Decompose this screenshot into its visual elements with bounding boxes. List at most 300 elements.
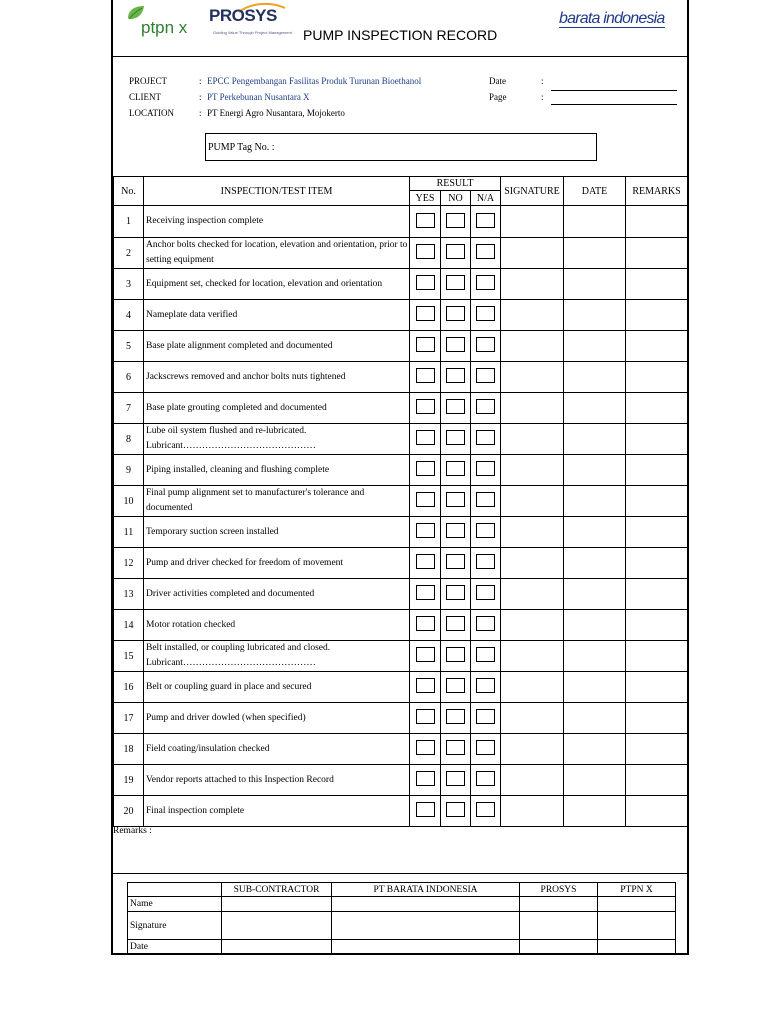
- signature-cell[interactable]: [501, 796, 564, 827]
- table-row: [114, 486, 688, 517]
- no-cell: [441, 424, 471, 455]
- signature-cell[interactable]: [501, 486, 564, 517]
- remarks-cell[interactable]: [626, 517, 688, 548]
- na-cell: [471, 765, 501, 796]
- item-description: [144, 610, 410, 641]
- item-number: 1: [114, 206, 144, 238]
- no-cell: [441, 238, 471, 269]
- item-number: 4: [114, 300, 144, 331]
- signature-cell[interactable]: [501, 734, 564, 765]
- na-cell: [471, 206, 501, 238]
- no-cell: [441, 548, 471, 579]
- remarks-cell[interactable]: [626, 579, 688, 610]
- signoff-entry-cell[interactable]: [222, 897, 332, 912]
- item-description: [144, 486, 410, 517]
- signoff-row-label: Signature: [128, 912, 222, 940]
- item-description: [144, 734, 410, 765]
- yes-cell: [410, 703, 441, 734]
- remarks-cell[interactable]: [626, 206, 688, 238]
- date-cell[interactable]: [564, 238, 626, 269]
- yes-checkbox[interactable]: [416, 740, 435, 755]
- no-cell: [441, 517, 471, 548]
- yes-cell: [410, 362, 441, 393]
- yes-checkbox[interactable]: [416, 306, 435, 321]
- item-number: 7: [114, 393, 144, 424]
- yes-checkbox[interactable]: [416, 678, 435, 693]
- no-cell: [441, 486, 471, 517]
- item-text: Pump and driver checked for freedom of movement: [146, 557, 344, 568]
- no-checkbox[interactable]: [446, 523, 465, 538]
- na-cell: [471, 331, 501, 362]
- remarks-cell[interactable]: [626, 548, 688, 579]
- table-row: [114, 641, 688, 672]
- col-header-signature: SIGNATURE: [501, 177, 564, 206]
- no-checkbox[interactable]: [446, 275, 465, 290]
- na-checkbox[interactable]: [476, 740, 495, 755]
- signature-cell[interactable]: [501, 238, 564, 269]
- no-cell: [441, 269, 471, 300]
- item-description: [144, 269, 410, 300]
- signoff-corner: [128, 883, 222, 897]
- yes-checkbox[interactable]: [416, 771, 435, 786]
- signoff-entry-cell[interactable]: [520, 897, 598, 912]
- no-checkbox[interactable]: [446, 306, 465, 321]
- yes-checkbox[interactable]: [416, 802, 435, 817]
- na-cell: [471, 269, 501, 300]
- na-cell: [471, 610, 501, 641]
- date-cell[interactable]: [564, 672, 626, 703]
- remarks-cell[interactable]: [626, 486, 688, 517]
- item-description: [144, 424, 410, 455]
- item-number: 8: [114, 424, 144, 455]
- signoff-entry-cell[interactable]: [222, 940, 332, 955]
- signature-cell[interactable]: [501, 703, 564, 734]
- na-cell: [471, 641, 501, 672]
- na-checkbox[interactable]: [476, 337, 495, 352]
- remarks-cell[interactable]: [626, 610, 688, 641]
- date-cell[interactable]: [564, 486, 626, 517]
- no-checkbox[interactable]: [446, 678, 465, 693]
- item-number: 2: [114, 238, 144, 269]
- remarks-cell[interactable]: [626, 641, 688, 672]
- item-text: Pump and driver dowled (when specified): [146, 712, 306, 723]
- no-checkbox[interactable]: [446, 492, 465, 507]
- na-cell: [471, 393, 501, 424]
- item-description: [144, 393, 410, 424]
- col-header-no-result: NO: [441, 191, 471, 206]
- table-row: [114, 206, 688, 238]
- signature-cell[interactable]: [501, 331, 564, 362]
- colon: :: [541, 76, 544, 86]
- na-checkbox[interactable]: [476, 399, 495, 414]
- no-checkbox[interactable]: [446, 430, 465, 445]
- signoff-entry-cell[interactable]: [332, 940, 520, 955]
- yes-cell: [410, 455, 441, 486]
- item-number: 15: [114, 641, 144, 672]
- na-checkbox[interactable]: [476, 554, 495, 569]
- yes-cell: [410, 579, 441, 610]
- date-cell[interactable]: [564, 548, 626, 579]
- no-checkbox[interactable]: [446, 616, 465, 631]
- date-cell[interactable]: [564, 424, 626, 455]
- no-checkbox[interactable]: [446, 802, 465, 817]
- signature-cell[interactable]: [501, 393, 564, 424]
- no-checkbox[interactable]: [446, 399, 465, 414]
- na-cell: [471, 703, 501, 734]
- remarks-cell[interactable]: [626, 424, 688, 455]
- date-cell[interactable]: [564, 579, 626, 610]
- na-checkbox[interactable]: [476, 275, 495, 290]
- table-row: [114, 424, 688, 455]
- inspection-sheet: [111, 0, 689, 955]
- inspection-table: [113, 176, 688, 827]
- yes-cell: [410, 517, 441, 548]
- item-text-lubricant: Lubricant……………………………………: [146, 441, 316, 451]
- item-text: Belt or coupling guard in place and secured: [146, 681, 312, 692]
- yes-cell: [410, 641, 441, 672]
- no-cell: [441, 206, 471, 238]
- signoff-entry-cell[interactable]: [222, 912, 332, 940]
- yes-cell: [410, 331, 441, 362]
- client-label: CLIENT: [129, 92, 161, 102]
- signoff-entry-cell[interactable]: [520, 912, 598, 940]
- signature-cell[interactable]: [501, 300, 564, 331]
- item-text: Temporary suction screen installed: [146, 526, 279, 537]
- na-cell: [471, 548, 501, 579]
- yes-cell: [410, 548, 441, 579]
- date-cell[interactable]: [564, 269, 626, 300]
- signature-cell[interactable]: [501, 548, 564, 579]
- item-description: [144, 362, 410, 393]
- yes-checkbox[interactable]: [416, 399, 435, 414]
- no-cell: [441, 703, 471, 734]
- colon: :: [541, 92, 544, 102]
- signoff-entry-cell[interactable]: [598, 912, 676, 940]
- remarks-cell[interactable]: [626, 362, 688, 393]
- no-checkbox[interactable]: [446, 709, 465, 724]
- remarks-cell[interactable]: [626, 703, 688, 734]
- item-number: 19: [114, 765, 144, 796]
- ptpn-logo-text: ptpn x: [141, 18, 188, 37]
- table-row: [114, 579, 688, 610]
- remarks-cell[interactable]: [626, 765, 688, 796]
- item-description: [144, 455, 410, 486]
- table-row: [114, 393, 688, 424]
- location-label: LOCATION: [129, 108, 174, 118]
- date-cell[interactable]: [564, 734, 626, 765]
- divider: [113, 873, 687, 874]
- yes-checkbox[interactable]: [416, 585, 435, 600]
- signoff-row-label: Date: [128, 940, 222, 955]
- no-checkbox[interactable]: [446, 740, 465, 755]
- item-text: Belt installed, or coupling lubricated and closed.: [146, 643, 331, 653]
- date-cell[interactable]: [564, 206, 626, 238]
- date-cell[interactable]: [564, 703, 626, 734]
- signature-cell[interactable]: [501, 641, 564, 672]
- item-description: [144, 206, 410, 238]
- item-description: [144, 672, 410, 703]
- item-text: Nameplate data verified: [146, 309, 238, 320]
- na-checkbox[interactable]: [476, 368, 495, 383]
- item-number: 5: [114, 331, 144, 362]
- na-cell: [471, 424, 501, 455]
- table-row: [114, 672, 688, 703]
- signoff-entry-cell[interactable]: [598, 897, 676, 912]
- item-text: Base plate grouting completed and documented: [146, 402, 327, 413]
- na-checkbox[interactable]: [476, 585, 495, 600]
- item-number: 10: [114, 486, 144, 517]
- remarks-cell[interactable]: [626, 331, 688, 362]
- date-cell[interactable]: [564, 455, 626, 486]
- item-number: 9: [114, 455, 144, 486]
- yes-checkbox[interactable]: [416, 647, 435, 662]
- yes-checkbox[interactable]: [416, 709, 435, 724]
- no-checkbox[interactable]: [446, 213, 465, 228]
- yes-checkbox[interactable]: [416, 430, 435, 445]
- table-row: [114, 362, 688, 393]
- item-text: Vendor reports attached to this Inspection Record: [146, 774, 334, 785]
- no-checkbox[interactable]: [446, 337, 465, 352]
- yes-cell: [410, 672, 441, 703]
- remarks-cell[interactable]: [626, 269, 688, 300]
- item-number: 18: [114, 734, 144, 765]
- yes-cell: [410, 610, 441, 641]
- signature-cell[interactable]: [501, 269, 564, 300]
- remarks-cell[interactable]: [626, 672, 688, 703]
- signoff-entry-cell[interactable]: [332, 912, 520, 940]
- yes-checkbox[interactable]: [416, 275, 435, 290]
- na-cell: [471, 362, 501, 393]
- remarks-cell[interactable]: [626, 796, 688, 827]
- na-checkbox[interactable]: [476, 647, 495, 662]
- remarks-cell[interactable]: [626, 455, 688, 486]
- item-description: [144, 548, 410, 579]
- no-cell: [441, 641, 471, 672]
- item-text: Equipment set, checked for location, elevation and orientation: [146, 278, 383, 289]
- yes-cell: [410, 300, 441, 331]
- signature-cell[interactable]: [501, 206, 564, 238]
- remarks-label: Remarks :: [113, 826, 152, 836]
- no-checkbox[interactable]: [446, 554, 465, 569]
- item-number: 12: [114, 548, 144, 579]
- signoff-header-row: [128, 883, 676, 897]
- table-row: [114, 300, 688, 331]
- item-number: 11: [114, 517, 144, 548]
- page-title: PUMP INSPECTION RECORD: [303, 27, 498, 43]
- no-checkbox[interactable]: [446, 461, 465, 476]
- na-cell: [471, 579, 501, 610]
- signoff-row: [128, 940, 676, 955]
- yes-cell: [410, 796, 441, 827]
- table-row: [114, 455, 688, 486]
- na-checkbox[interactable]: [476, 244, 495, 259]
- yes-checkbox[interactable]: [416, 213, 435, 228]
- item-description: [144, 641, 410, 672]
- pump-tag-label: PUMP Tag No. :: [208, 142, 275, 153]
- date-cell[interactable]: [564, 300, 626, 331]
- na-cell: [471, 455, 501, 486]
- item-number: 3: [114, 269, 144, 300]
- item-description: [144, 238, 410, 269]
- na-checkbox[interactable]: [476, 523, 495, 538]
- no-checkbox[interactable]: [446, 647, 465, 662]
- signoff-row-label: Name: [128, 897, 222, 912]
- no-cell: [441, 362, 471, 393]
- yes-cell: [410, 206, 441, 238]
- signoff-entry-cell[interactable]: [332, 897, 520, 912]
- client-value: PT Perkebunan Nusantara X: [207, 92, 310, 102]
- yes-checkbox[interactable]: [416, 523, 435, 538]
- col-header-na: N/A: [471, 191, 501, 206]
- signoff-column-header: PTPN X: [598, 883, 676, 897]
- colon: :: [199, 92, 202, 102]
- signature-cell[interactable]: [501, 455, 564, 486]
- item-number: 6: [114, 362, 144, 393]
- na-cell: [471, 672, 501, 703]
- item-number: 14: [114, 610, 144, 641]
- location-value: PT Energi Agro Nusantara, Mojokerto: [207, 108, 345, 118]
- yes-checkbox[interactable]: [416, 492, 435, 507]
- na-checkbox[interactable]: [476, 771, 495, 786]
- na-cell: [471, 300, 501, 331]
- colon: :: [199, 108, 202, 118]
- signature-cell[interactable]: [501, 362, 564, 393]
- date-cell[interactable]: [564, 393, 626, 424]
- no-cell: [441, 393, 471, 424]
- date-cell[interactable]: [564, 331, 626, 362]
- na-checkbox[interactable]: [476, 430, 495, 445]
- col-header-item: INSPECTION/TEST ITEM: [144, 177, 410, 206]
- signature-cell[interactable]: [501, 517, 564, 548]
- table-row: [114, 765, 688, 796]
- signoff-entry-cell[interactable]: [598, 940, 676, 955]
- item-number: 13: [114, 579, 144, 610]
- yes-cell: [410, 424, 441, 455]
- no-cell: [441, 765, 471, 796]
- na-checkbox[interactable]: [476, 678, 495, 693]
- remarks-cell[interactable]: [626, 393, 688, 424]
- table-row: [114, 238, 688, 269]
- table-row: [114, 703, 688, 734]
- no-checkbox[interactable]: [446, 585, 465, 600]
- no-cell: [441, 610, 471, 641]
- col-header-no: No.: [114, 177, 144, 206]
- yes-checkbox[interactable]: [416, 337, 435, 352]
- item-text: Base plate alignment completed and documented: [146, 340, 333, 351]
- signoff-row: [128, 912, 676, 940]
- no-cell: [441, 579, 471, 610]
- na-cell: [471, 486, 501, 517]
- item-text: Anchor bolts checked for location, elevation and orientation, prior to setting equipment: [146, 240, 408, 265]
- signoff-entry-cell[interactable]: [520, 940, 598, 955]
- remarks-cell[interactable]: [626, 734, 688, 765]
- yes-checkbox[interactable]: [416, 244, 435, 259]
- signature-cell[interactable]: [501, 579, 564, 610]
- yes-checkbox[interactable]: [416, 616, 435, 631]
- col-header-date: DATE: [564, 177, 626, 206]
- table-row: [114, 269, 688, 300]
- remarks-cell[interactable]: [626, 238, 688, 269]
- yes-checkbox[interactable]: [416, 368, 435, 383]
- signature-cell[interactable]: [501, 424, 564, 455]
- page-label: Page: [489, 92, 507, 102]
- na-checkbox[interactable]: [476, 306, 495, 321]
- na-cell: [471, 796, 501, 827]
- no-cell: [441, 455, 471, 486]
- table-row: [114, 610, 688, 641]
- pump-tag-field[interactable]: [205, 133, 597, 161]
- item-text: Motor rotation checked: [146, 619, 236, 630]
- page-field[interactable]: [551, 104, 677, 105]
- item-description: [144, 703, 410, 734]
- item-text: Piping installed, cleaning and flushing complete: [146, 464, 330, 475]
- item-text-lubricant: Lubricant……………………………………: [146, 658, 316, 668]
- no-cell: [441, 672, 471, 703]
- yes-checkbox[interactable]: [416, 554, 435, 569]
- na-checkbox[interactable]: [476, 461, 495, 476]
- yes-checkbox[interactable]: [416, 461, 435, 476]
- colon: :: [199, 76, 202, 86]
- no-cell: [441, 734, 471, 765]
- item-number: 16: [114, 672, 144, 703]
- signoff-column-header: PT BARATA INDONESIA: [332, 883, 520, 897]
- date-cell[interactable]: [564, 641, 626, 672]
- na-checkbox[interactable]: [476, 802, 495, 817]
- signature-cell[interactable]: [501, 765, 564, 796]
- item-description: [144, 579, 410, 610]
- yes-cell: [410, 238, 441, 269]
- col-header-remarks: REMARKS: [626, 177, 688, 206]
- yes-cell: [410, 734, 441, 765]
- na-checkbox[interactable]: [476, 709, 495, 724]
- no-checkbox[interactable]: [446, 771, 465, 786]
- item-text: Driver activities completed and documented: [146, 588, 315, 599]
- na-checkbox[interactable]: [476, 492, 495, 507]
- col-header-result: RESULT: [410, 177, 501, 191]
- item-description: [144, 517, 410, 548]
- project-value: EPCC Pengembangan Fasilitas Produk Turunan Bioethanol: [207, 76, 422, 86]
- signature-cell[interactable]: [501, 672, 564, 703]
- date-cell[interactable]: [564, 765, 626, 796]
- signoff-column-header: PROSYS: [520, 883, 598, 897]
- table-row: [114, 548, 688, 579]
- no-checkbox[interactable]: [446, 368, 465, 383]
- ptpn-logo: [123, 2, 215, 42]
- no-cell: [441, 796, 471, 827]
- signature-cell[interactable]: [501, 610, 564, 641]
- date-cell[interactable]: [564, 796, 626, 827]
- date-cell[interactable]: [564, 517, 626, 548]
- col-header-yes: YES: [410, 191, 441, 206]
- remarks-cell[interactable]: [626, 300, 688, 331]
- date-field[interactable]: [551, 90, 677, 91]
- table-row: [114, 331, 688, 362]
- date-cell[interactable]: [564, 610, 626, 641]
- no-checkbox[interactable]: [446, 244, 465, 259]
- item-text: Jackscrews removed and anchor bolts nuts tightened: [146, 371, 346, 382]
- date-cell[interactable]: [564, 362, 626, 393]
- item-text: Final inspection complete: [146, 805, 245, 816]
- table-row: [114, 796, 688, 827]
- na-checkbox[interactable]: [476, 213, 495, 228]
- item-number: 20: [114, 796, 144, 827]
- signoff-row: [128, 897, 676, 912]
- yes-cell: [410, 486, 441, 517]
- item-text: Field coating/insulation checked: [146, 743, 270, 754]
- item-text: Lube oil system flushed and re-lubricated.: [146, 426, 307, 436]
- prosys-tagline: Guiding Value Through Project Management: [213, 30, 292, 35]
- na-checkbox[interactable]: [476, 616, 495, 631]
